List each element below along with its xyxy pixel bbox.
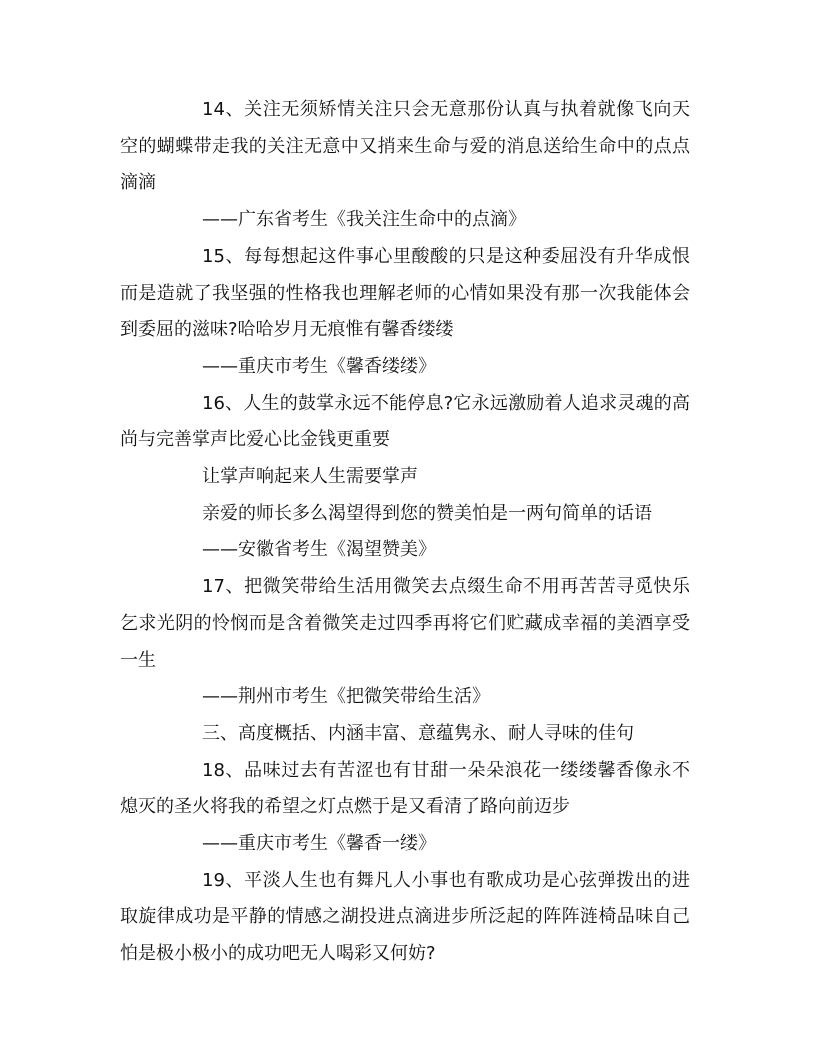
- quote-14-source: ——广东省考生《我关注生命中的点滴》: [202, 209, 526, 231]
- quote-16: 16、人生的鼓掌永远不能停息?它永远激励着人追求灵魂的高尚与完善掌声比爱心比金钱更重要: [120, 392, 690, 451]
- document-body: [120, 92, 690, 973]
- section-heading-3: 三、高度概括、内涵丰富、意蕴隽永、耐人寻味的佳句: [202, 722, 634, 744]
- quote-14: 14、关注无须矫情关注只会无意那份认真与执着就像飞向天空的蝴蝶带走我的关注无意中又捎来生命与爱的消息送给生命中的点点滴滴: [120, 99, 690, 194]
- quote-17: 17、把微笑带给生活用微笑去点缀生命不用再苦苦寻觅快乐乞求光阴的怜悯而是含着微笑走过四季再将它们贮藏成幸福的美酒享受一生: [120, 576, 690, 671]
- quote-18: 18、品味过去有苦涩也有甘甜一朵朵浪花一缕缕馨香像永不熄灭的圣火将我的希望之灯点燃于是又看清了路向前迈步: [120, 759, 690, 818]
- quote-15-source: ——重庆市考生《馨香缕缕》: [202, 355, 436, 377]
- quote-19: 19、平淡人生也有舞凡人小事也有歌成功是心弦弹拨出的进取旋律成功是平静的情感之湖投进点滴进步所泛起的阵阵涟椅品味自己怕是极小极小的成功吧无人喝彩又何妨?: [120, 869, 690, 965]
- quote-16-source: ——安徽省考生《渴望赞美》: [202, 539, 436, 561]
- quote-16-line-3: 亲爱的师长多么渴望得到您的赞美怕是一两句简单的话语: [202, 502, 652, 524]
- quote-18-source: ——重庆市考生《馨香一缕》: [202, 833, 436, 855]
- quote-16-line-2: 让掌声响起来人生需要掌声: [202, 466, 418, 488]
- quote-15: 15、每每想起这件事心里酸酸的只是这种委屈没有升华成恨而是造就了我坚强的性格我也理解老师的心情如果没有那一次我能体会到委屈的滋味?哈哈岁月无痕惟有馨香缕缕: [120, 245, 690, 341]
- quote-17-source: ——荆州市考生《把微笑带给生活》: [202, 686, 490, 708]
